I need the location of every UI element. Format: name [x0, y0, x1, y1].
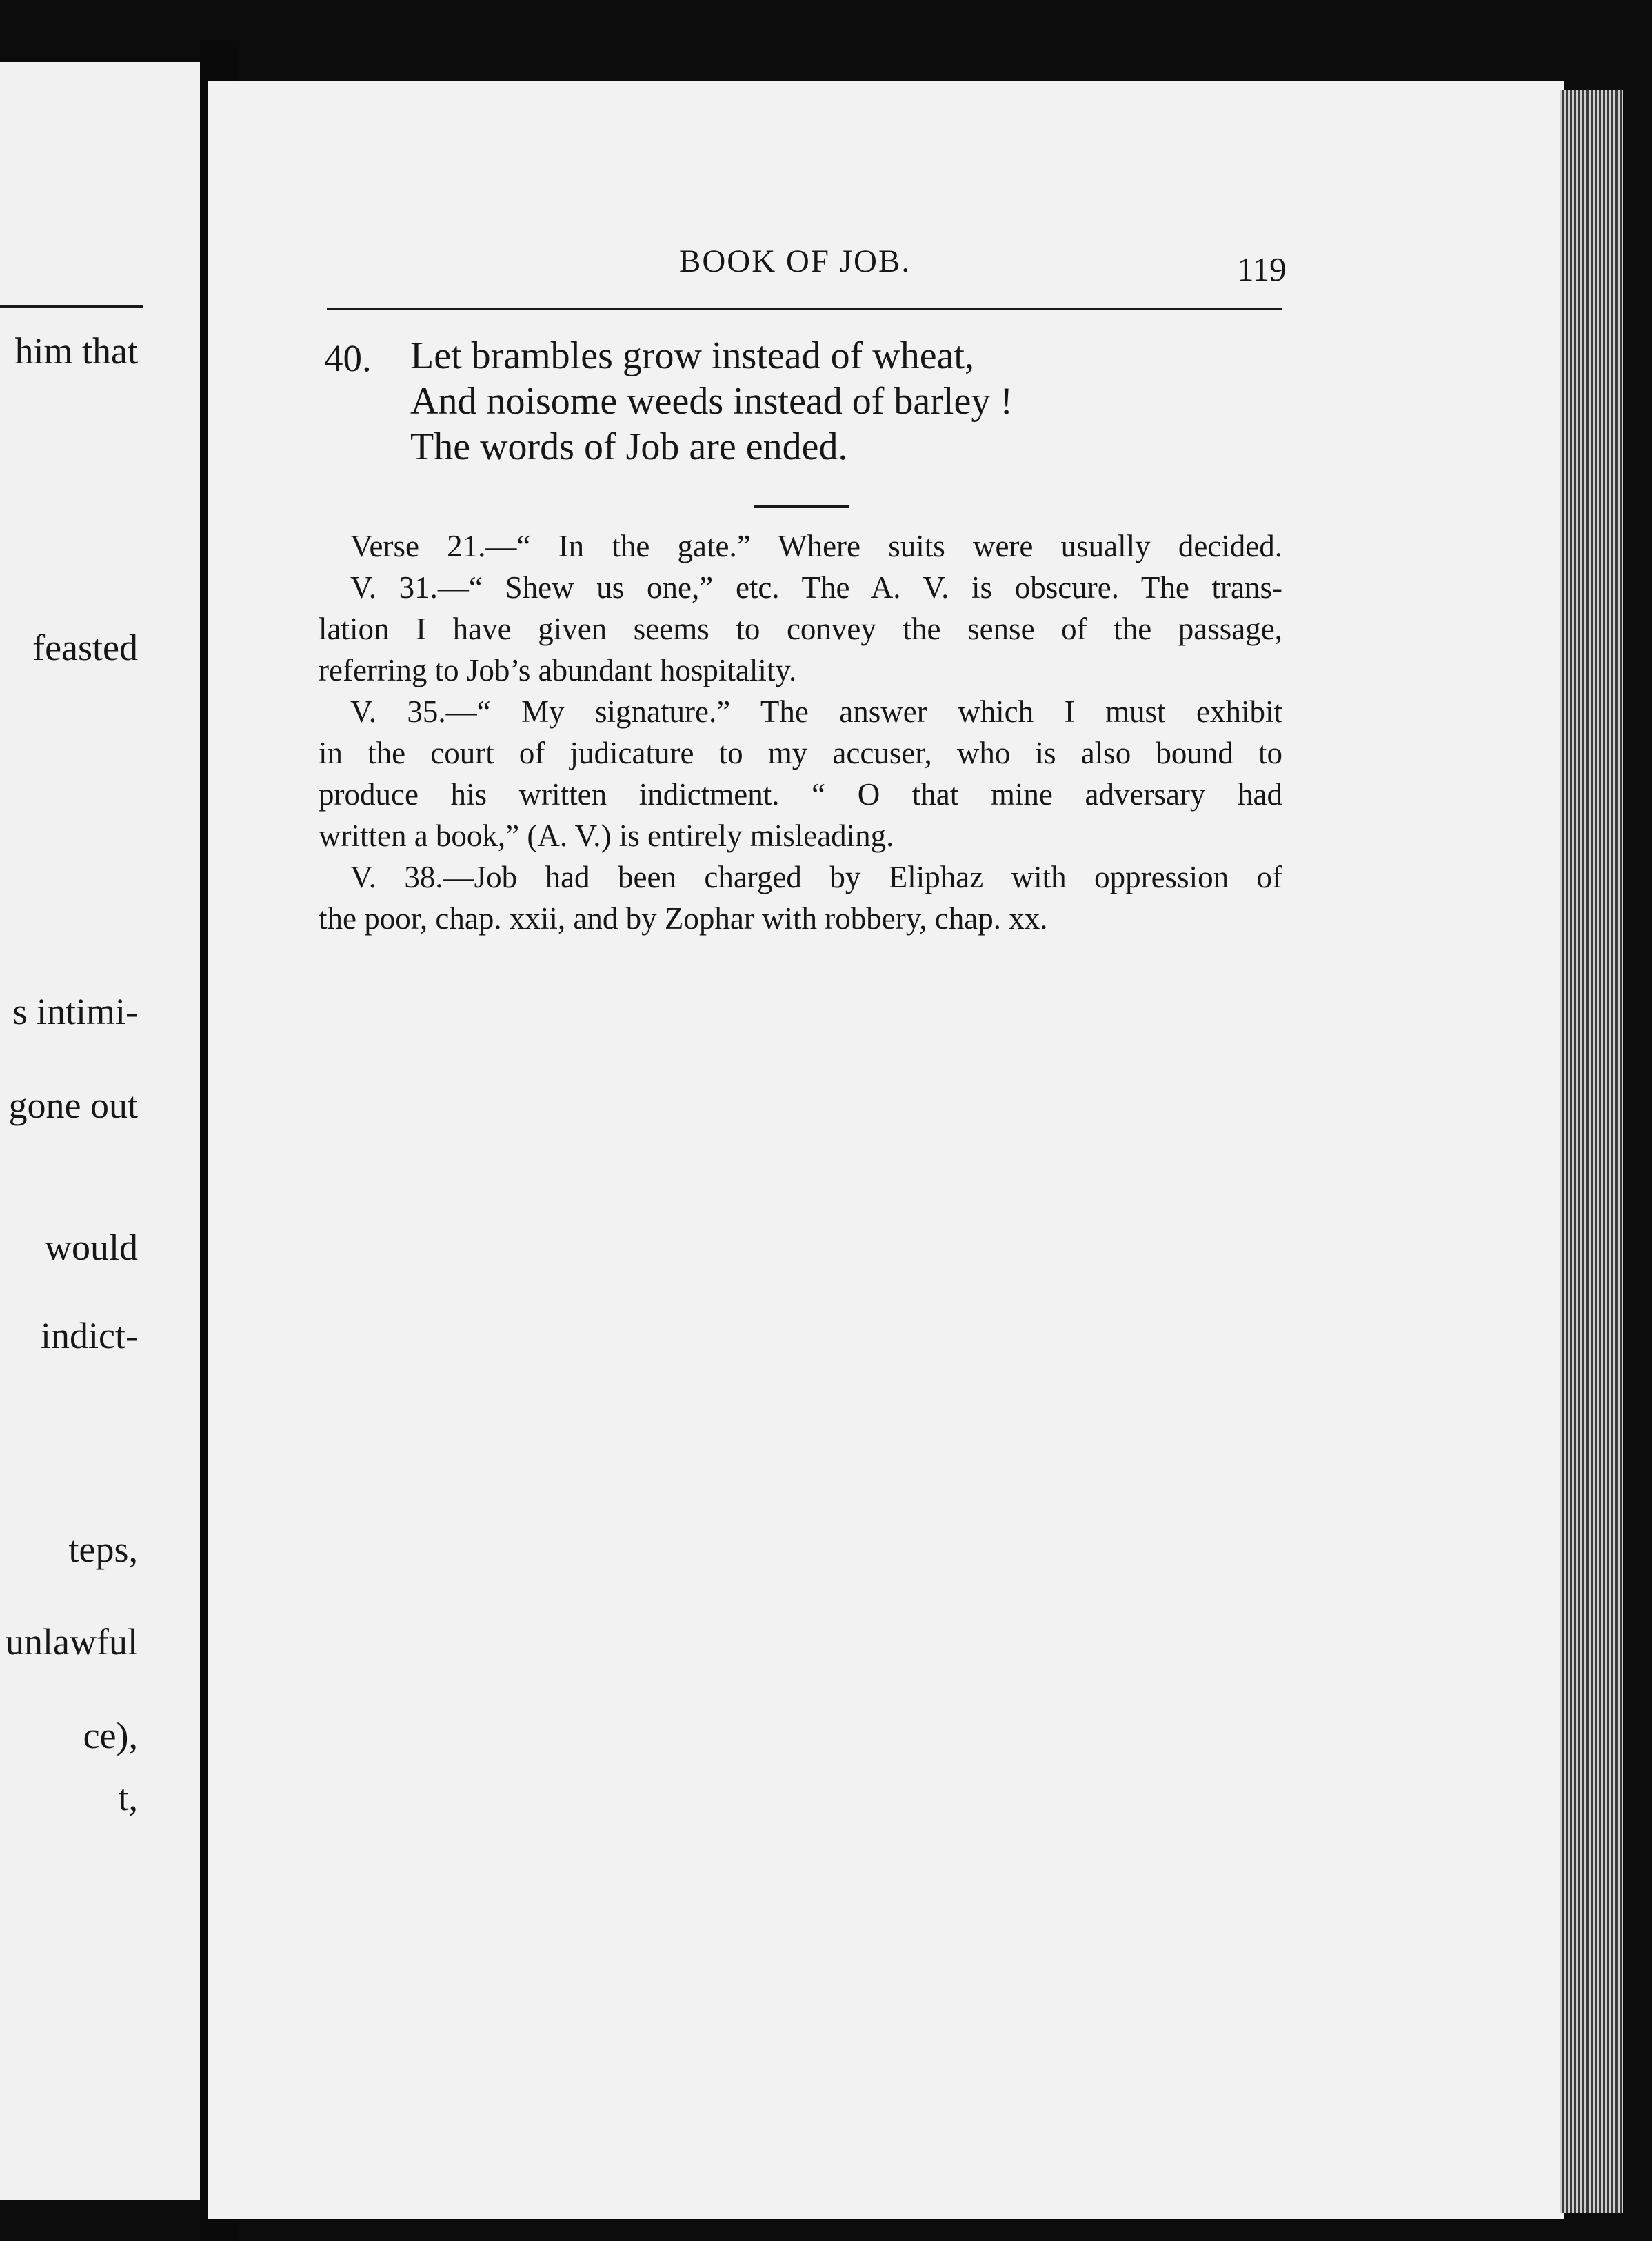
verse-line: And noisome weeds instead of barley ! — [410, 380, 1013, 423]
section-divider — [754, 505, 849, 508]
note-line: Verse 21.—“ In the gate.” Where suits were usually decided. — [350, 529, 1282, 563]
facing-page-rule — [0, 305, 143, 308]
page-number: 119 — [1237, 250, 1287, 288]
verse-line: The words of Job are ended. — [410, 425, 848, 468]
verse-number: 40. — [324, 337, 372, 379]
note-line: written a book,” (A. V.) is entirely misleading. — [319, 818, 894, 853]
facing-page-text: teps, — [68, 1529, 138, 1570]
facing-page-text: unlawful — [6, 1621, 138, 1662]
facing-page-text: s intimi- — [12, 991, 138, 1032]
note-line: V. 35.—“ My signature.” The answer which I must exhibit — [350, 694, 1282, 729]
note-line: produce his written indictment. “ O that mine adversary had — [319, 777, 1282, 812]
note-line: V. 31.—“ Shew us one,” etc. The A. V. is obscure. The trans- — [350, 570, 1282, 605]
facing-page-fragment — [0, 62, 200, 2200]
facing-page-text: ce), — [83, 1715, 138, 1756]
note-line: lation I have given seems to convey the sense of the passage, — [319, 612, 1282, 646]
facing-page-text: feasted — [32, 627, 138, 668]
facing-page-text: indict- — [41, 1315, 138, 1356]
facing-page-text: t, — [118, 1777, 138, 1818]
facing-page-text: him that — [14, 330, 138, 372]
note-line: the poor, chap. xxii, and by Zophar with robbery, chap. xx. — [319, 901, 1048, 936]
running-head: BOOK OF JOB. — [679, 243, 911, 279]
verse-line: Let brambles grow instead of wheat, — [410, 334, 974, 377]
facing-page-text: would — [45, 1227, 138, 1268]
note-line: V. 38.—Job had been charged by Eliphaz with oppression of — [350, 860, 1282, 894]
facing-page-text: gone out — [8, 1085, 138, 1126]
header-rule — [327, 308, 1282, 310]
note-line: referring to Job’s abundant hospitality. — [319, 653, 797, 687]
page-edges — [1560, 90, 1623, 2213]
note-line: in the court of judicature to my accuser, who is also bound to — [319, 736, 1282, 770]
